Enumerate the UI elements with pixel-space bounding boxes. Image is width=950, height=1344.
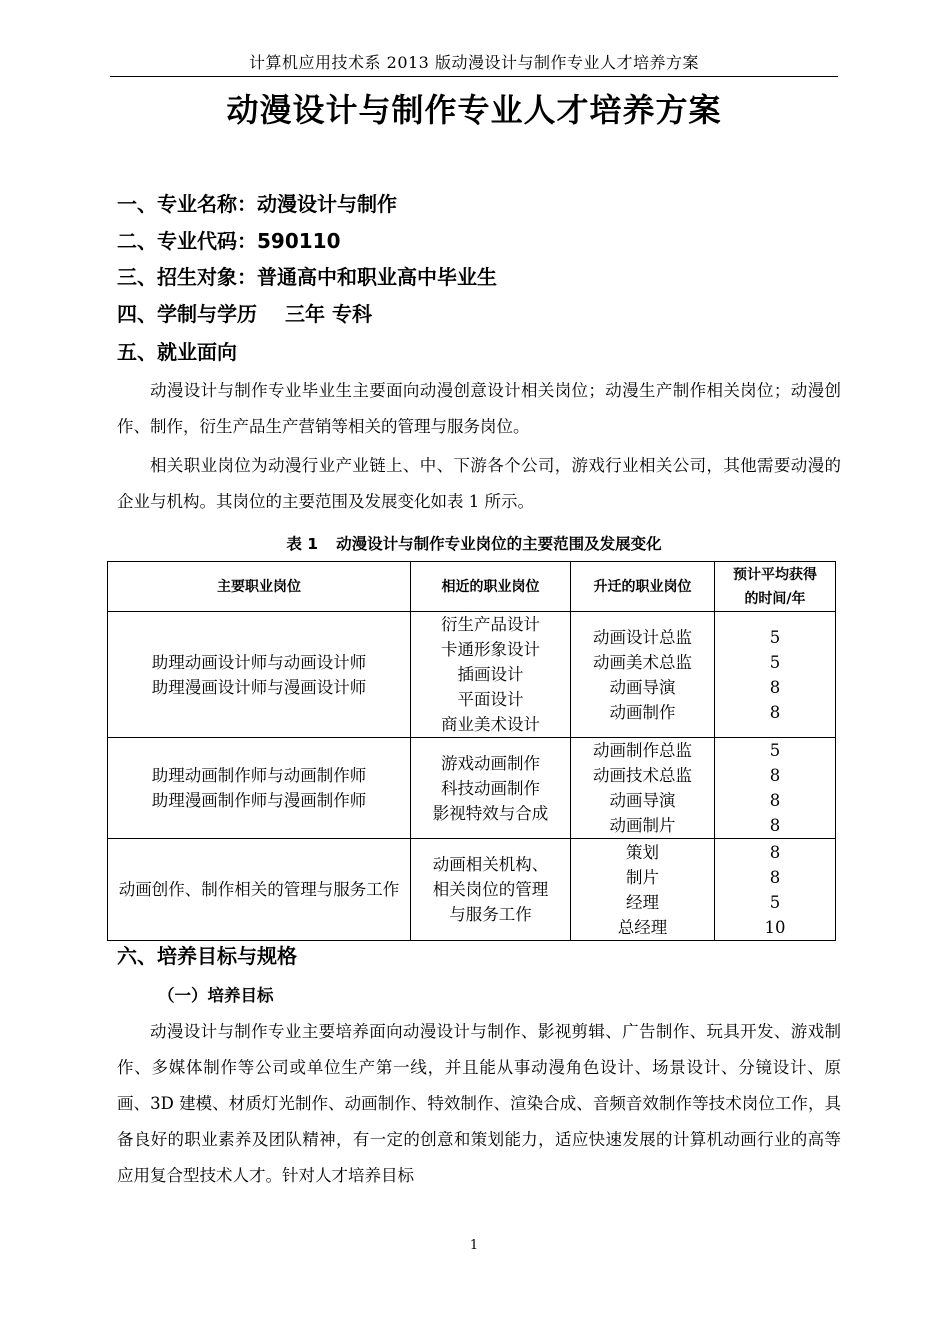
cell-line: 与服务工作 <box>449 905 532 924</box>
header-time-line-1: 预计平均获得 <box>733 566 817 583</box>
paragraph-employment-targets: 动漫设计与制作专业毕业生主要面向动漫创意设计相关岗位；动漫生产制作相关岗位；动漫创作、制作，衍生产品生产营销等相关的管理与服务岗位。 <box>117 381 841 436</box>
cell-line: 5 <box>769 741 781 760</box>
cell-line: 5 <box>769 627 781 647</box>
cell-line: 经理 <box>626 892 659 912</box>
cell-related-position <box>411 839 571 941</box>
page-number: 1 <box>469 1238 479 1253</box>
cell-line: 动画创作、制作相关的管理与服务工作 <box>118 880 400 899</box>
cell-expected-time <box>715 612 836 738</box>
cell-line: 商业美术设计 <box>441 715 540 734</box>
section-employment: 五、就业面向 <box>117 340 237 364</box>
header-main-position: 主要职业岗位 <box>108 562 411 612</box>
cell-line: 动画导演 <box>609 677 676 697</box>
cell-promotion-position <box>571 839 715 941</box>
cell-line: 8 <box>769 867 781 887</box>
cell-main-position <box>108 612 411 738</box>
cell-line: 5 <box>769 892 781 912</box>
cell-line: 动画设计总监 <box>593 627 692 647</box>
section-major-name: 一、专业名称：动漫设计与制作 <box>117 192 397 216</box>
table-header-row <box>108 562 836 612</box>
cell-line: 8 <box>769 842 781 862</box>
cell-line: 制片 <box>626 867 659 887</box>
section-duration <box>117 300 372 328</box>
cell-line: 影视特效与合成 <box>432 803 549 823</box>
section-enrollment: 三、招生对象：普通高中和职业高中毕业生 <box>117 265 497 289</box>
duration-years: 三年 <box>285 302 325 326</box>
cell-line: 8 <box>769 791 781 810</box>
cell-related-position <box>411 612 571 738</box>
table-caption <box>110 531 838 557</box>
table-title: 动漫设计与制作专业岗位的主要范围及发展变化 <box>336 535 662 553</box>
section-training-goals: 六、培养目标与规格 <box>117 944 297 968</box>
table-row <box>108 738 836 839</box>
section-major-code: 二、专业代码：590110 <box>117 229 341 253</box>
cell-line: 8 <box>769 677 781 697</box>
cell-line: 动画相关机构、 <box>432 855 549 874</box>
cell-line: 动画技术总监 <box>593 766 692 785</box>
cell-line: 8 <box>769 766 781 785</box>
cell-main-position <box>108 839 411 941</box>
career-table <box>107 561 836 941</box>
cell-line: 8 <box>769 816 781 835</box>
cell-line: 游戏动画制作 <box>441 753 540 773</box>
cell-line: 卡通形象设计 <box>441 640 540 659</box>
cell-line: 动画制片 <box>609 816 676 835</box>
cell-line: 衍生产品设计 <box>441 615 540 634</box>
document-title: 动漫设计与制作专业人才培养方案 <box>226 91 722 129</box>
header-expected-time <box>715 562 836 612</box>
subsection-training-goal: （一）培养目标 <box>158 986 274 1005</box>
table-row <box>108 612 836 738</box>
header-time-line-2: 的时间/年 <box>744 590 806 607</box>
cell-promotion-position <box>571 612 715 738</box>
cell-line: 助理动画制作师与动画制作师 <box>151 766 367 785</box>
degree-level: 专科 <box>331 302 372 326</box>
paragraph-related-positions: 相关职业岗位为动漫行业产业链上、中、下游各个公司，游戏行业相关公司，其他需要动漫的企业与机构。其岗位的主要范围及发展变化如表 1 所示。 <box>117 456 841 511</box>
cell-line: 助理漫画设计师与漫画设计师 <box>151 677 367 697</box>
paragraph-training-goal: 动漫设计与制作专业主要培养面向动漫设计与制作、影视剪辑、广告制作、玩具开发、游戏制作、多媒体制作等公司或单位生产第一线，并且能从事动漫角色设计、场景设计、分镜设计、原画、3D 建模、材质灯光制作、动画制作、特效制作、渲染合成、音频音效制作等技术岗位工作，具备良好的职业素养及团队精神，有一定的创意和策划能力，适应快速发展的计算机动画行业的高等应用复合型技术人才。针对人才培养目标 <box>117 1022 841 1185</box>
cell-line: 助理漫画制作师与漫画制作师 <box>151 791 367 810</box>
cell-line: 动画制作总监 <box>593 741 692 760</box>
cell-line: 平面设计 <box>457 690 524 709</box>
cell-line: 8 <box>769 702 781 722</box>
duration-label: 四、学制与学历 <box>117 302 257 326</box>
cell-promotion-position <box>571 738 715 839</box>
cell-expected-time <box>715 839 836 941</box>
cell-line: 5 <box>769 652 781 672</box>
cell-line: 插画设计 <box>457 665 524 684</box>
cell-line: 动画导演 <box>609 791 676 810</box>
cell-main-position <box>108 738 411 839</box>
header-related-position: 相近的职业岗位 <box>411 562 571 612</box>
cell-line: 策划 <box>626 842 659 862</box>
cell-related-position <box>411 738 571 839</box>
cell-line: 科技动画制作 <box>441 778 540 798</box>
cell-line: 相关岗位的管理 <box>432 880 549 899</box>
cell-line: 10 <box>764 917 786 937</box>
cell-line: 总经理 <box>617 917 668 937</box>
table-row <box>108 839 836 941</box>
table-number: 表 1 <box>286 535 319 553</box>
header-promotion-position: 升迁的职业岗位 <box>571 562 715 612</box>
running-header: 计算机应用技术系 2013 版动漫设计与制作专业人才培养方案 <box>110 50 838 77</box>
cell-expected-time <box>715 738 836 839</box>
cell-line: 助理动画设计师与动画设计师 <box>151 652 367 672</box>
cell-line: 动画美术总监 <box>593 652 692 672</box>
cell-line: 动画制作 <box>609 702 676 722</box>
